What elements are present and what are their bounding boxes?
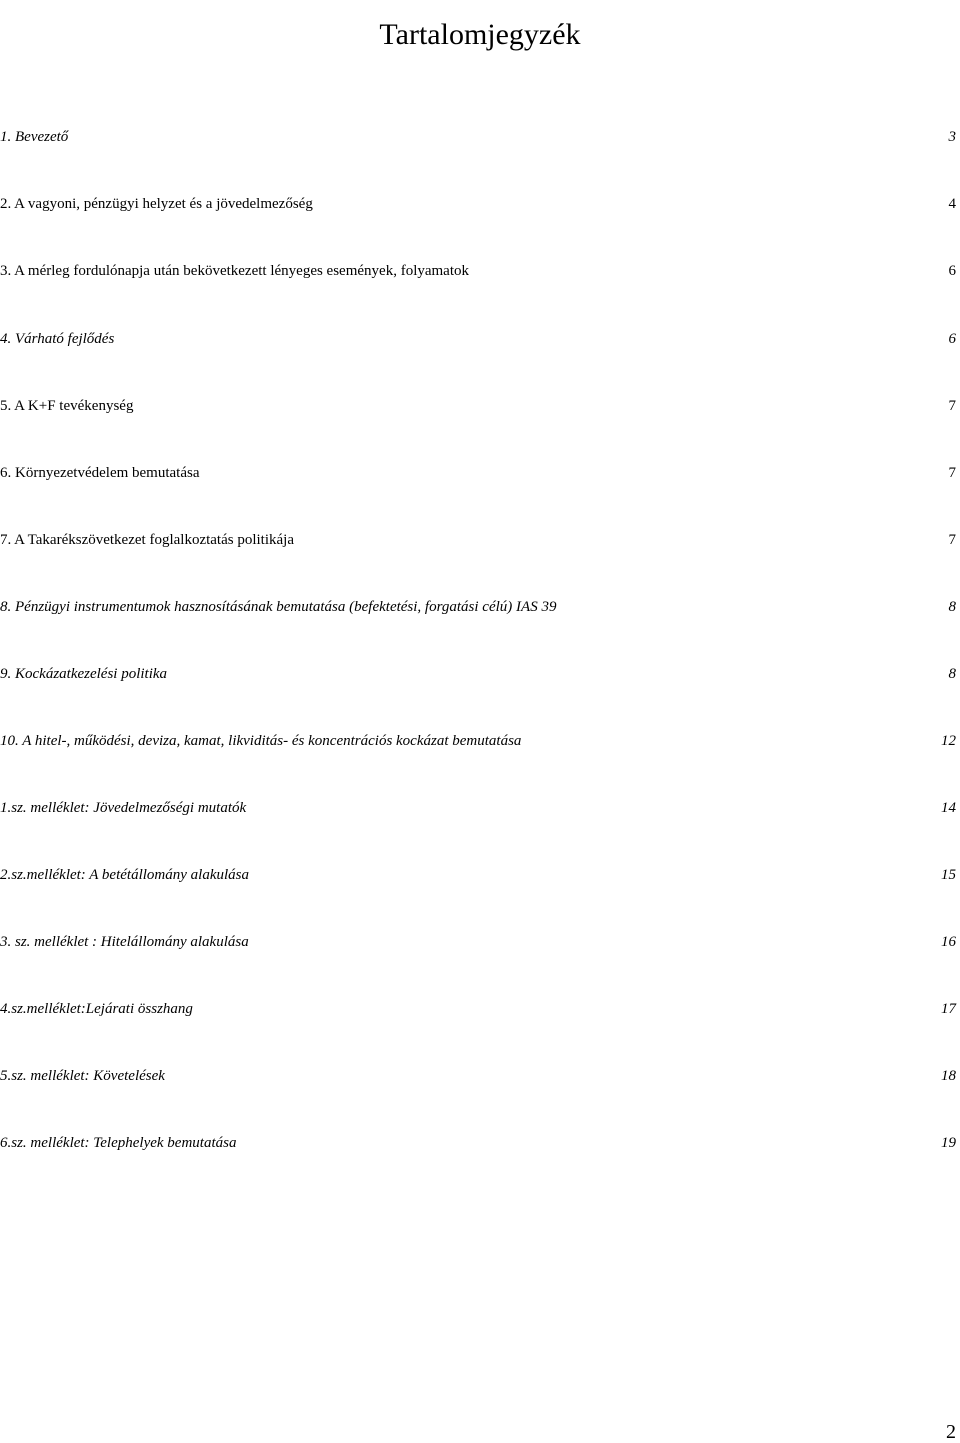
toc-entry-label: 7. A Takarékszövetkezet foglalkoztatás politikája [0, 532, 294, 548]
toc-entry [0, 193, 956, 215]
toc-entry-page: 3 [948, 129, 956, 145]
toc-entry [0, 126, 956, 148]
toc-entry-page: 18 [941, 1068, 956, 1084]
toc-entry-label: 8. Pénzügyi instrumentumok hasznosításának bemutatása (befektetési, forgatási célú) IAS 39 [0, 599, 557, 615]
toc-entry-label: 4. Várható fejlődés [0, 331, 115, 347]
toc-entry [0, 328, 956, 350]
page-number: 2 [946, 1421, 956, 1443]
toc-entry [0, 1065, 956, 1087]
toc-entry-page: 4 [948, 196, 956, 212]
toc-entry [0, 260, 956, 282]
toc-entry-label: 6.sz. melléklet: Telephelyek bemutatása [0, 1135, 237, 1151]
toc-entry-page: 7 [948, 398, 956, 414]
toc-entry [0, 395, 956, 417]
toc-entry-page: 6 [948, 263, 956, 279]
toc-entry-label: 5.sz. melléklet: Követelések [0, 1068, 165, 1084]
toc-entry-page: 8 [948, 599, 956, 615]
toc-entry-label: 2. A vagyoni, pénzügyi helyzet és a jövedelmezőség [0, 196, 313, 212]
toc-entry-page: 6 [948, 331, 956, 347]
toc-entry [0, 462, 956, 484]
toc-entry-page: 15 [941, 867, 956, 883]
toc-entry-label: 6. Környezetvédelem bemutatása [0, 465, 200, 481]
toc-entry-label: 4.sz.melléklet:Lejárati összhang [0, 1001, 193, 1017]
toc-entry-page: 19 [941, 1135, 956, 1151]
toc-entry-label: 2.sz.melléklet: A betétállomány alakulása [0, 867, 249, 883]
toc-entry-page: 7 [948, 532, 956, 548]
toc-entry [0, 663, 956, 685]
toc-entry-page: 12 [941, 733, 956, 749]
toc-entry-page: 7 [948, 465, 956, 481]
toc-entry [0, 596, 956, 618]
toc-entry-label: 9. Kockázatkezelési politika [0, 666, 168, 682]
toc-entry [0, 529, 956, 551]
toc-entry-label: 1.sz. melléklet: Jövedelmezőségi mutatók [0, 800, 247, 816]
toc-entry [0, 931, 956, 953]
toc-entry-label: 3. A mérleg fordulónapja után bekövetkezett lényeges események, folyamatok [0, 263, 470, 279]
toc-entry-label: 10. A hitel-, működési, deviza, kamat, likviditás- és koncentrációs kockázat bemutatása [0, 733, 522, 749]
toc-entry [0, 797, 956, 819]
toc-entry-page: 14 [941, 800, 956, 816]
toc-entry [0, 864, 956, 886]
toc-entry-label: 5. A K+F tevékenység [0, 398, 134, 414]
toc-entry [0, 998, 956, 1020]
toc-entry-page: 16 [941, 934, 956, 950]
toc-entry-page: 17 [941, 1001, 956, 1017]
toc-entry-label: 1. Bevezető [0, 129, 69, 145]
toc-entry [0, 730, 956, 752]
toc-entry-label: 3. sz. melléklet : Hitelállomány alakulása [0, 934, 249, 950]
toc-entry [0, 1132, 956, 1154]
page-title: Tartalomjegyzék [379, 18, 581, 52]
toc-entry-page: 8 [948, 666, 956, 682]
